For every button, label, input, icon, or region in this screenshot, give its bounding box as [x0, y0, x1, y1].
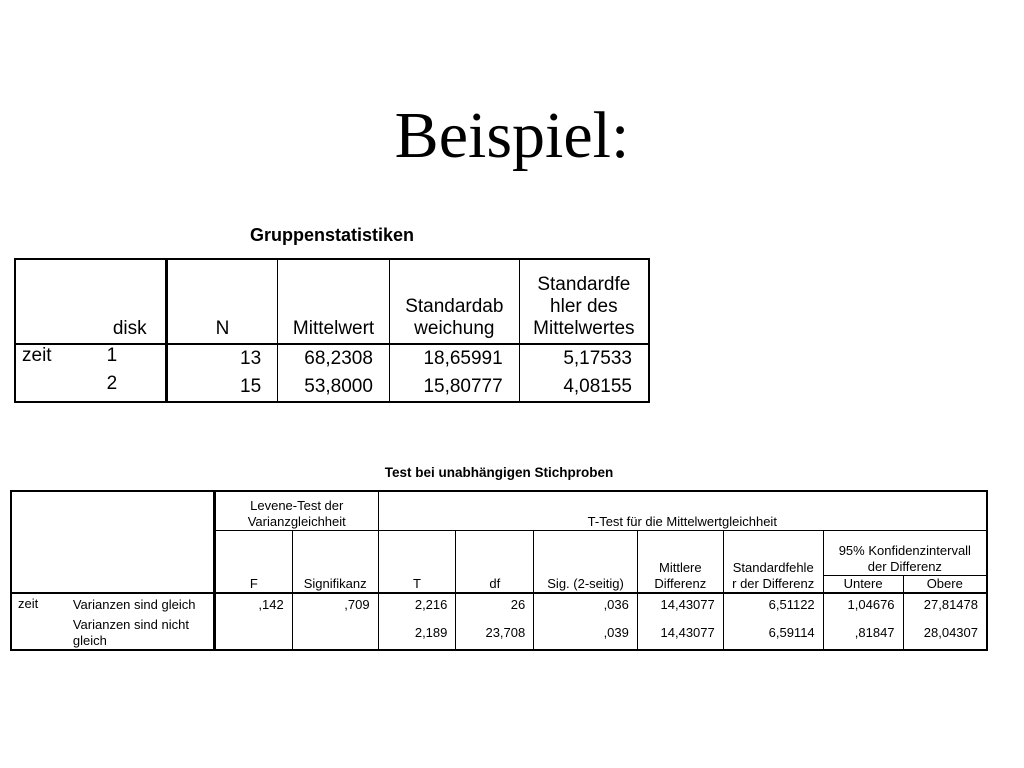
ttest-row [11, 593, 987, 616]
header-se-line3: Mittelwertes [533, 318, 635, 339]
cell-df: 26 [456, 593, 534, 616]
row-variance-label: Varianzen sind nicht gleich [69, 616, 215, 650]
group-stats-row [15, 344, 649, 373]
ci-header [823, 531, 987, 576]
group-stats-row [15, 373, 649, 402]
row-disk: 1 [95, 344, 167, 373]
cell-mean-diff: 14,43077 [637, 616, 723, 650]
ci-header-line1: 95% Konfidenzintervall [838, 543, 971, 558]
header-sd-line1: Standardab [405, 296, 504, 317]
row-n: 13 [166, 344, 277, 373]
col-t: T [378, 531, 456, 594]
ttest-title: Test bei unabhängigen Stichproben [384, 465, 614, 480]
ttest-header-row-1 [11, 491, 987, 531]
cell-t: 2,216 [378, 593, 456, 616]
row-mean: 53,8000 [278, 373, 390, 402]
ttest-row [11, 616, 987, 650]
col-md-line1: Mittlere [659, 560, 702, 575]
header-se-line2: hler des [550, 296, 618, 317]
cell-sig: ,709 [292, 593, 378, 616]
group-stats-header-row [15, 259, 649, 344]
ci-header-line2: der Differenz [867, 559, 942, 574]
cell-se-diff: 6,51122 [723, 593, 823, 616]
col-mean-diff [637, 531, 723, 594]
ttest-table [10, 490, 988, 651]
header-mean: Mittelwert [278, 259, 390, 344]
row-mean: 68,2308 [278, 344, 390, 373]
cell-sig [292, 616, 378, 650]
col-se-line2: r der Differenz [732, 576, 815, 591]
slide-title: Beispiel: [394, 99, 630, 172]
header-n: N [166, 259, 277, 344]
col-se-line1: Standardfehle [732, 560, 814, 575]
group-stats-title: Gruppenstatistiken [249, 225, 415, 245]
col-sig2: Sig. (2-seitig) [534, 531, 638, 594]
header-empty-cell [11, 491, 214, 593]
row-variance-label: Varianzen sind gleich [69, 593, 215, 616]
col-se-diff [723, 531, 823, 594]
col-md-line2: Differenz [654, 576, 707, 591]
row-se: 5,17533 [519, 344, 649, 373]
header-se [519, 259, 649, 344]
col-sig: Signifikanz [292, 531, 378, 594]
header-empty-cell [15, 259, 95, 344]
row-label-zeit: zeit [15, 344, 95, 373]
levene-header-line1: Levene-Test der [250, 498, 344, 513]
levene-header [214, 491, 378, 531]
cell-lower: 1,04676 [823, 593, 903, 616]
cell-upper: 28,04307 [903, 616, 987, 650]
cell-lower: ,81847 [823, 616, 903, 650]
cell-f: ,142 [214, 593, 292, 616]
cell-upper: 27,81478 [903, 593, 987, 616]
row-sd: 18,65991 [389, 344, 519, 373]
cell-t: 2,189 [378, 616, 456, 650]
levene-header-line2: Varianzgleichheit [247, 514, 346, 529]
col-f: F [214, 531, 292, 594]
row-label-empty [15, 373, 95, 402]
row-sd: 15,80777 [389, 373, 519, 402]
cell-mean-diff: 14,43077 [637, 593, 723, 616]
cell-df: 23,708 [456, 616, 534, 650]
header-disk: disk [95, 259, 167, 344]
header-sd [389, 259, 519, 344]
cell-sig2: ,036 [534, 593, 638, 616]
header-se-line1: Standardfe [537, 274, 631, 295]
row-n: 15 [166, 373, 277, 402]
header-sd-line2: weichung [414, 318, 495, 339]
group-stats-table [14, 258, 650, 403]
row-se: 4,08155 [519, 373, 649, 402]
col-df: df [456, 531, 534, 594]
ttest-header: T-Test für die Mittelwertgleichheit [378, 491, 987, 531]
row-label-zeit: zeit [11, 593, 69, 616]
cell-se-diff: 6,59114 [723, 616, 823, 650]
cell-sig2: ,039 [534, 616, 638, 650]
cell-f [214, 616, 292, 650]
row-label-empty [11, 616, 69, 650]
col-upper: Obere [903, 576, 987, 594]
row-disk: 2 [95, 373, 167, 402]
col-lower: Untere [823, 576, 903, 594]
